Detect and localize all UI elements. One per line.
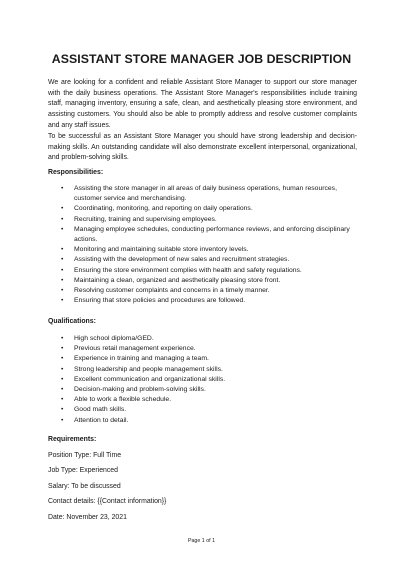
- list-item: • Monitoring and maintaining suitable store inventory levels.: [48, 245, 357, 255]
- list-item: • Excellent communication and organizational skills.: [48, 375, 357, 385]
- qualifications-list: [48, 334, 357, 426]
- position-type: Position Type: Full Time: [48, 452, 122, 459]
- success-paragraph: To be successful as an Assistant Store Manager you should have strong leadership and decision-making skills. An outstanding candidate will also demonstrate excellent interpersonal, organizational, and problem-solving skills.: [48, 133, 357, 162]
- list-item: • High school diploma/GED.: [48, 334, 357, 344]
- salary: Salary: To be discussed: [48, 483, 121, 490]
- list-item: • Coordinating, monitoring, and reporting on daily operations.: [48, 204, 357, 214]
- list-item: • Maintaining a clean, organized and aesthetically pleasing store front.: [48, 276, 357, 286]
- list-item: • Decision-making and problem-solving skills.: [48, 385, 357, 395]
- intro-paragraph: We are looking for a confident and reliable Assistant Store Manager to support our store manager with the daily business operations. The Assistant Store Manager's responsibilities include training staff, managing inventory, ensuring a safe, clean, and aesthetically pleasing store environment, and assisting customers. You should also be able to promptly address and resolve customer complaints and any staff issues.: [48, 79, 357, 129]
- responsibilities-list: [48, 184, 357, 306]
- list-item: • Managing employee schedules, conducting performance reviews, and enforcing disciplinary actions.: [48, 225, 357, 245]
- list-item: • Ensuring the store environment complies with health and safety regulations.: [48, 266, 357, 276]
- list-item: • Assisting the store manager in all areas of daily business operations, human resources, customer service and merchandising.: [48, 184, 357, 204]
- list-item: • Assisting with the development of new sales and recruitment strategies.: [48, 255, 357, 265]
- list-item: • Able to work a flexible schedule.: [48, 395, 357, 405]
- job-type: Job Type: Experienced: [48, 467, 118, 474]
- document-title: ASSISTANT STORE MANAGER JOB DESCRIPTION: [51, 52, 352, 66]
- list-item: • Previous retail management experience.: [48, 344, 357, 354]
- qualifications-heading: Qualifications:: [48, 318, 96, 325]
- list-item: • Strong leadership and people management skills.: [48, 365, 357, 375]
- list-item: • Experience in training and managing a team.: [48, 354, 357, 364]
- contact-details: Contact details: {{Contact information}}: [48, 498, 167, 505]
- list-item: • Ensuring that store policies and procedures are followed.: [48, 296, 357, 306]
- list-item: • Good math skills.: [48, 405, 357, 415]
- page-number: Page 1 of 1: [187, 538, 216, 544]
- posting-date: Date: November 23, 2021: [48, 514, 127, 521]
- list-item: • Recruiting, training and supervising employees.: [48, 215, 357, 225]
- requirements-heading: Requirements:: [48, 436, 97, 443]
- list-item: • Attention to detail.: [48, 416, 357, 426]
- list-item: • Resolving customer complaints and concerns in a timely manner.: [48, 286, 357, 296]
- responsibilities-heading: Responsibilities:: [48, 169, 104, 176]
